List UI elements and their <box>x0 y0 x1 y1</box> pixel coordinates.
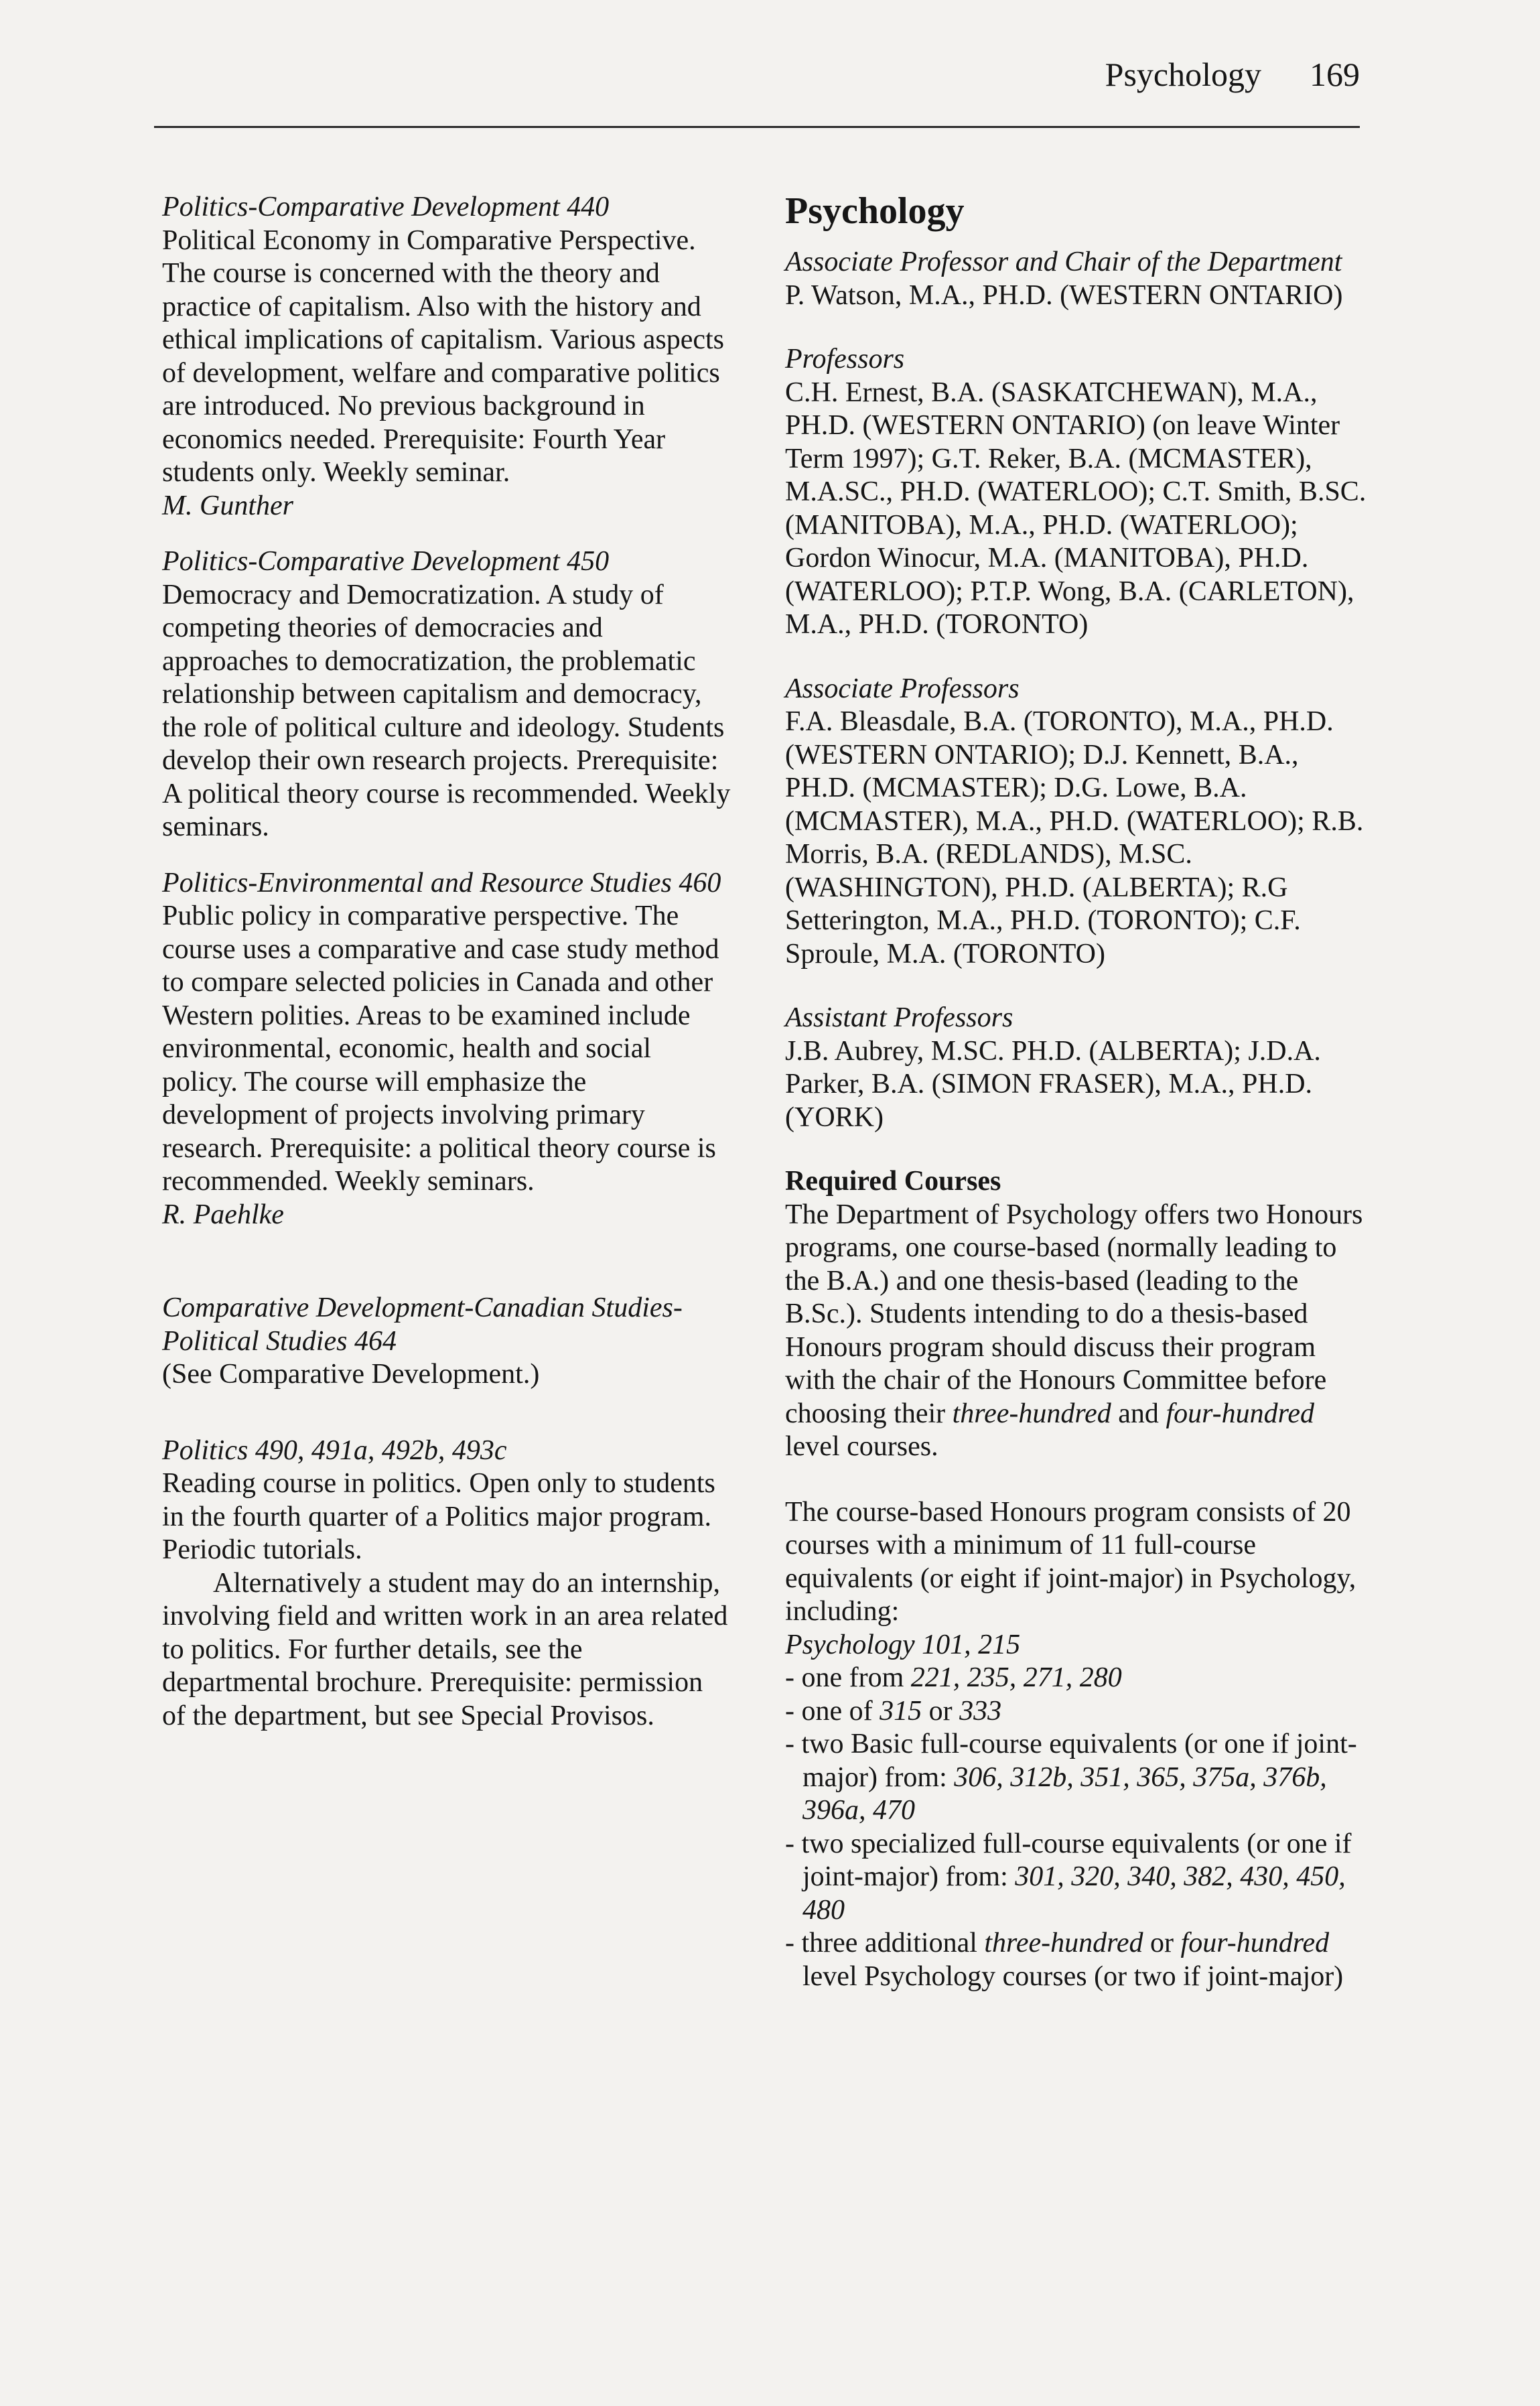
faculty-names: F.A. Bleasdale, B.A. (TORONTO), M.A., PH.D. (WESTERN ONTARIO); D.J. Kennett, B.A., PH.D. (MCMASTER); D.G. Lowe, B.A. (MCMASTER), M.A., PH.D. (WATERLOO); R.B. Morris, B.A. (REDLANDS), M.SC. (WASHINGTON), PH.D. (ALBERTA); R.G Setterington, M.A., PH.D. (TORONTO); C.F. Sproule, M.A. (TORONTO) <box>785 706 1364 970</box>
para-text: level courses. <box>785 1431 938 1462</box>
faculty-group <box>785 1002 1368 1134</box>
list-item <box>785 1662 1368 1695</box>
para-emphasis: three-hundred <box>952 1398 1111 1429</box>
course-title: Politics-Comparative Development 450 <box>162 546 610 577</box>
course-description-continued: Alternatively a student may do an internship, involving field and written work in an area related to politics. For further details, see the departmental brochure. Prerequisite: permission of the department, but see Special Provisos. <box>162 1567 728 1731</box>
req-text: - three additional <box>785 1928 985 1958</box>
req-emphasis: four-hundred <box>1180 1928 1330 1958</box>
list-item <box>785 1927 1368 1993</box>
course-title: Politics-Environmental and Resource Studies 460 <box>162 867 721 898</box>
faculty-role: Associate Professors <box>785 673 1020 704</box>
req-text: - two specialized full-course equivalents (or one if joint-major) from: <box>785 1828 1352 1892</box>
faculty-role: Associate Professor and Chair of the Department <box>785 247 1342 277</box>
course-entry <box>162 545 731 844</box>
course-title: Politics-Comparative Development 440 <box>162 192 610 222</box>
list-item <box>785 1728 1368 1828</box>
course-description: Political Economy in Comparative Perspective. The course is concerned with the theory and practice of capitalism. Also with the history and ethical implications of capitalism. Various aspects of development, welfare and comparative politics are introduced. No previous background in economics needed. Prerequisite: Fourth Year students only. Weekly seminar. <box>162 224 725 488</box>
req-text: - one from <box>785 1662 911 1693</box>
course-instructor: M. Gunther <box>162 490 293 521</box>
course-entry <box>162 1434 731 1733</box>
list-item <box>785 1695 1368 1729</box>
required-courses-paragraph <box>785 1199 1368 1464</box>
core-courses-list: Psychology 101, 215 <box>785 1629 1021 1660</box>
section-heading: Psychology <box>785 190 965 232</box>
requirements-list <box>785 1662 1368 1993</box>
course-entry <box>162 1292 731 1392</box>
req-courses: 221, 235, 271, 280 <box>910 1662 1122 1693</box>
course-instructor: R. Paehlke <box>162 1199 284 1230</box>
req-courses: 333 <box>959 1695 1002 1727</box>
para-text: The Department of Psychology offers two Honours programs, one course-based (normally leading to the B.A.) and one thesis-based (leading to the B.Sc.). Students intending to do a thesis-based Honours program should discuss their program with the chair of the Honours Committee before choosing their <box>785 1199 1363 1429</box>
req-courses: 301, 320, 340, 382, 430, 450, 480 <box>802 1861 1346 1926</box>
faculty-role: Assistant Professors <box>785 1002 1013 1033</box>
req-text: or <box>922 1695 960 1727</box>
faculty-names: C.H. Ernest, B.A. (SASKATCHEWAN), M.A., PH.D. (WESTERN ONTARIO) (on leave Winter Term 1997); G.T. Reker, B.A. (MCMASTER), M.A.SC., PH.D. (WATERLOO); C.T. Smith, B.SC. (MANITOBA), M.A., PH.D. (WATERLOO); Gordon Winocur, M.A. (MANITOBA), PH.D. (WATERLOO); P.T.P. Wong, B.A. (CARLETON), M.A., PH.D. (TORONTO) <box>785 377 1367 640</box>
program-paragraph: The course-based Honours program consists of 20 courses with a minimum of 11 full-course equivalents (or eight if joint-major) in Psychology, including: <box>785 1496 1356 1627</box>
list-item <box>785 1828 1368 1928</box>
faculty-group <box>785 246 1368 312</box>
req-emphasis: three-hundred <box>984 1928 1143 1958</box>
faculty-names: J.B. Aubrey, M.SC. PH.D. (ALBERTA); J.D.A. Parker, B.A. (SIMON FRASER), M.A., PH.D. (YORK) <box>785 1035 1321 1133</box>
page-number: 169 <box>1310 56 1360 93</box>
course-entry <box>162 191 731 523</box>
req-text: - two Basic full-course equivalents (or one if joint-major) from: <box>785 1729 1357 1793</box>
para-emphasis: four-hundred <box>1166 1398 1315 1429</box>
course-description: Reading course in politics. Open only to students in the fourth quarter of a Politics major program. Periodic tutorials. <box>162 1468 715 1565</box>
course-description: (See Comparative Development.) <box>162 1359 540 1390</box>
req-text: - one of <box>785 1695 880 1727</box>
faculty-group <box>785 343 1368 642</box>
course-description: Democracy and Democratization. A study of competing theories of democracies and approaches to democratization, the problematic relationship between capitalism and democracy, the role of political culture and ideology. Students develop their own research projects. Prerequisite: A political theory course is recommended. Weekly seminars. <box>162 579 731 842</box>
required-courses-heading: Required Courses <box>785 1166 1001 1197</box>
left-column <box>162 191 731 1755</box>
course-title: Politics 490, 491a, 492b, 493c <box>162 1434 507 1466</box>
core-courses <box>785 1629 1368 1662</box>
faculty-role: Professors <box>785 344 905 375</box>
para-text: and <box>1111 1398 1166 1429</box>
faculty-names: P. Watson, M.A., PH.D. (WESTERN ONTARIO) <box>785 279 1343 311</box>
course-entry <box>162 867 731 1232</box>
req-text: level Psychology courses (or two if joint-major) <box>802 1960 1344 1992</box>
course-title: Comparative Development-Canadian Studies-Political Studies 464 <box>162 1292 683 1357</box>
header-rule <box>154 126 1360 128</box>
course-description: Public policy in comparative perspective. The course uses a comparative and case study method to compare selected policies in Canada and other Western polities. Areas to be examined include environmental, economic, health and social policy. The course will emphasize the development of projects involving primary research. Prerequisite: a political theory course is recommended. Weekly seminars. <box>162 900 719 1197</box>
right-column <box>785 191 1368 1993</box>
req-courses: 306, 312b, 351, 365, 375a, 376b, 396a, 470 <box>802 1761 1327 1826</box>
req-text: or <box>1143 1928 1181 1958</box>
req-courses: 315 <box>880 1695 922 1727</box>
running-header <box>891 55 1360 94</box>
faculty-group <box>785 673 1368 972</box>
running-header-section: Psychology <box>1105 56 1261 93</box>
